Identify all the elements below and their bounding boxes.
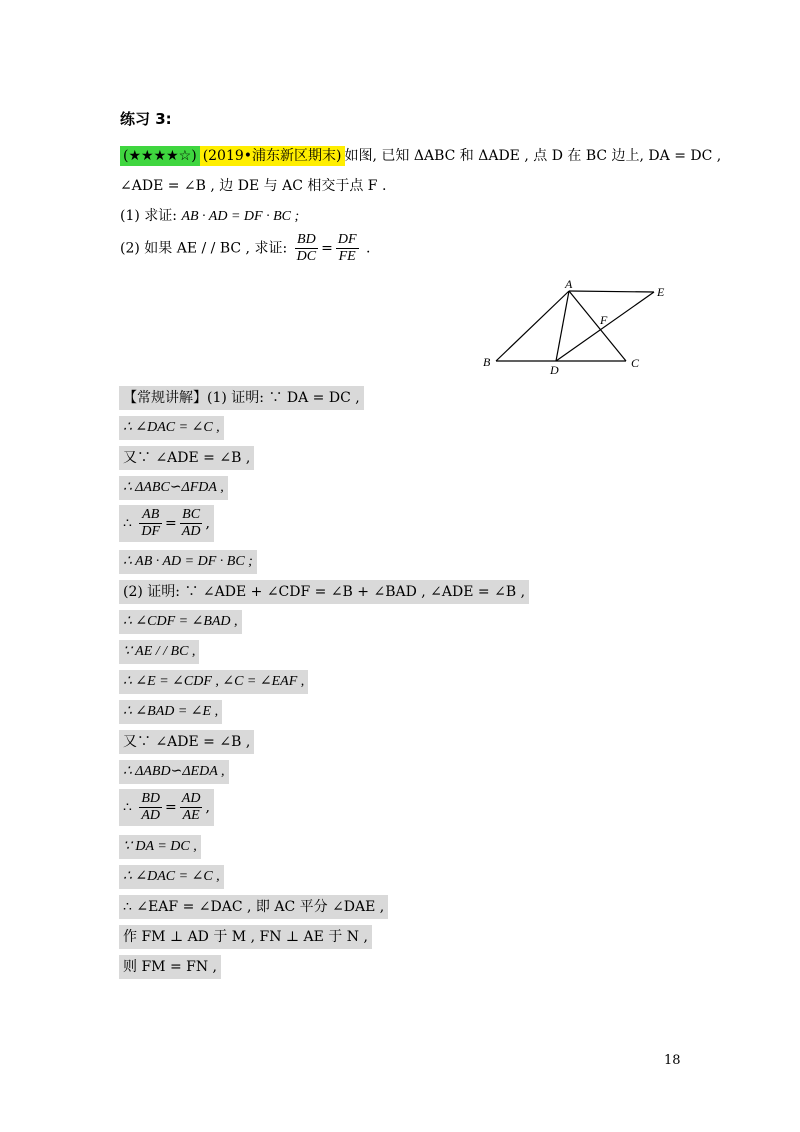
solution-line-19: 则 FM = FN , — [119, 955, 221, 979]
solution-line-8: ∴ ∠CDF = ∠BAD , — [119, 610, 242, 634]
problem-line-2: ∠ADE = ∠B , 边 DE 与 AC 相交于点 F . — [120, 178, 387, 194]
solution-line-11: ∴ ∠BAD = ∠E , — [119, 700, 222, 724]
solution-line-5: ∴ $\frac{AB}{DF}$ = $\frac{BC}{AD}$ , — [119, 505, 214, 542]
fraction-ab-df: $\frac{AB}{DF}$ — [141, 507, 161, 539]
fraction-df-fe: $\frac{DF}{FE}$ — [337, 232, 357, 264]
solution-line-15: ∵ DA = DC , — [119, 835, 201, 859]
segment-ae — [569, 291, 654, 292]
solution-line-16: ∴ ∠DAC = ∠C , — [119, 865, 224, 889]
geometry-figure — [478, 276, 674, 376]
solution-line-17: ∴ ∠EAF = ∠DAC , 即 AC 平分 ∠DAE , — [119, 895, 388, 919]
page-number: 18 — [664, 1053, 681, 1068]
solution-line-3: 又∵ ∠ADE = ∠B , — [119, 446, 254, 470]
problem-line-1 — [120, 145, 721, 165]
fraction-bd-ad: $\frac{BD}{AD}$ — [141, 791, 161, 823]
solution-line-10: ∴ ∠E = ∠CDF , ∠C = ∠EAF , — [119, 670, 308, 694]
exercise-title: 练习 3: — [120, 110, 172, 128]
solution-line-2: ∴ ∠DAC = ∠C , — [119, 416, 224, 440]
solution-line-1: 【常规讲解】(1) 证明: ∵ DA = DC , — [119, 386, 364, 410]
solution-line-12: 又∵ ∠ADE = ∠B , — [119, 730, 254, 754]
fraction-ad-ae: $\frac{AD}{AE}$ — [181, 791, 201, 823]
question-1-label: (1) 求证: — [120, 208, 177, 224]
segment-ac — [569, 291, 626, 361]
solution-line-13: ∴ ΔABD∽ΔEDA , — [119, 760, 229, 784]
label-c: C — [631, 356, 640, 370]
question-2: (2) 如果 AE / / BC , 求证: $\frac{BD}{DC}$ = $\frac{DF}{FE}$ . — [120, 232, 371, 264]
label-d: D — [550, 363, 559, 376]
problem-text-1: 如图, 已知 ΔABC 和 ΔADE , 点 D 在 BC 边上, DA = DC , — [344, 148, 722, 164]
solution-line-14: ∴ $\frac{BD}{AD}$ = $\frac{AD}{AE}$ , — [119, 789, 214, 826]
question-1 — [120, 205, 299, 225]
label-a: A — [565, 277, 573, 291]
question-2-suffix: . — [365, 240, 371, 257]
label-f: F — [600, 313, 608, 327]
fraction-bd-dc: $\frac{BD}{DC}$ — [296, 232, 317, 264]
solution-line-18: 作 FM ⊥ AD 于 M , FN ⊥ AE 于 N , — [119, 925, 372, 949]
solution-line-9: ∵ AE / / BC , — [119, 640, 199, 664]
difficulty-rating: (★★★★☆) — [120, 146, 200, 166]
label-e: E — [657, 285, 665, 299]
solution-line-4: ∴ ΔABC∽ΔFDA , — [119, 476, 228, 500]
solution-line-7: (2) 证明: ∵ ∠ADE + ∠CDF = ∠B + ∠BAD , ∠ADE = ∠B , — [119, 580, 529, 604]
label-b: B — [483, 355, 491, 369]
solution-line-6: ∴ AB · AD = DF · BC ; — [119, 550, 257, 574]
fraction-bc-ad: $\frac{BC}{AD}$ — [181, 507, 201, 539]
question-1-formula: AB · AD = DF · BC ; — [181, 209, 300, 224]
question-2-label: (2) 如果 AE / / BC , 求证: — [120, 240, 288, 257]
source-tag: (2019•浦东新区期末) — [200, 146, 345, 166]
